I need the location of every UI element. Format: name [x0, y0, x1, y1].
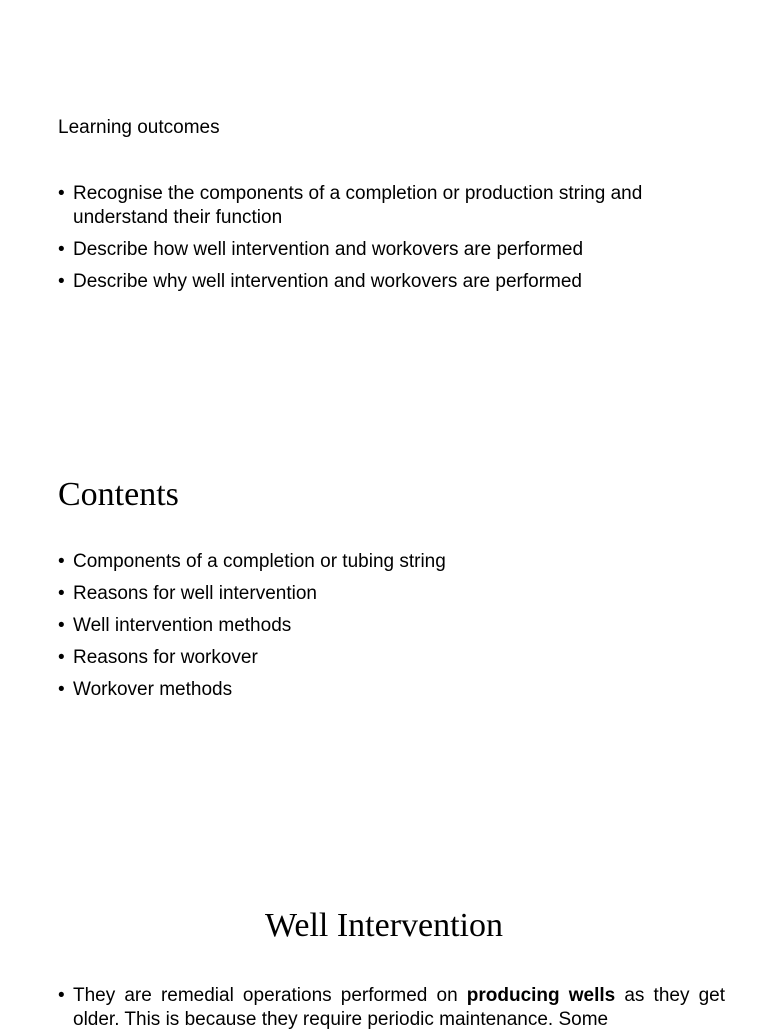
bullet-icon: • [58, 647, 65, 668]
contents-title: Contents [58, 476, 179, 513]
list-item [58, 182, 708, 230]
bullet-text-prefix: They are remedial operations performed on [73, 985, 467, 1006]
learning-outcomes-heading: Learning outcomes [58, 117, 220, 138]
bullet-icon: • [58, 239, 65, 260]
list-item [58, 550, 708, 574]
well-intervention-title: Well Intervention [264, 907, 504, 944]
list-item [58, 646, 708, 670]
list-item [58, 270, 708, 294]
bullet-icon: • [58, 551, 65, 572]
list-item-text: Describe why well intervention and workovers are performed [73, 271, 583, 292]
bullet-icon: • [58, 183, 65, 204]
list-item-text: Well intervention methods [73, 615, 292, 636]
contents-list [58, 550, 708, 710]
well-intervention-bullet [58, 984, 725, 1032]
bullet-text-suffix: as they get older. This is because they require periodic maintenance. Some [73, 985, 725, 1030]
list-item-text: Recognise the components of a completion or production string and understand their function [73, 183, 643, 228]
list-item [58, 238, 708, 262]
list-item-text: Reasons for well intervention [73, 583, 317, 604]
list-item-text: Describe how well intervention and workovers are performed [73, 239, 584, 260]
bullet-icon: • [58, 679, 65, 700]
list-item [58, 614, 708, 638]
list-item-text: Workover methods [73, 679, 233, 700]
bullet-icon: • [58, 615, 65, 636]
list-item [58, 582, 708, 606]
list-item-text: Reasons for workover [73, 647, 258, 668]
learning-outcomes-list [58, 182, 708, 302]
list-item [58, 678, 708, 702]
list-item-text: Components of a completion or tubing string [73, 551, 446, 572]
bullet-text-bold: producing wells [466, 985, 616, 1006]
bullet-icon: • [58, 271, 65, 292]
bullet-icon: • [58, 583, 65, 604]
bullet-icon: • [58, 985, 65, 1006]
